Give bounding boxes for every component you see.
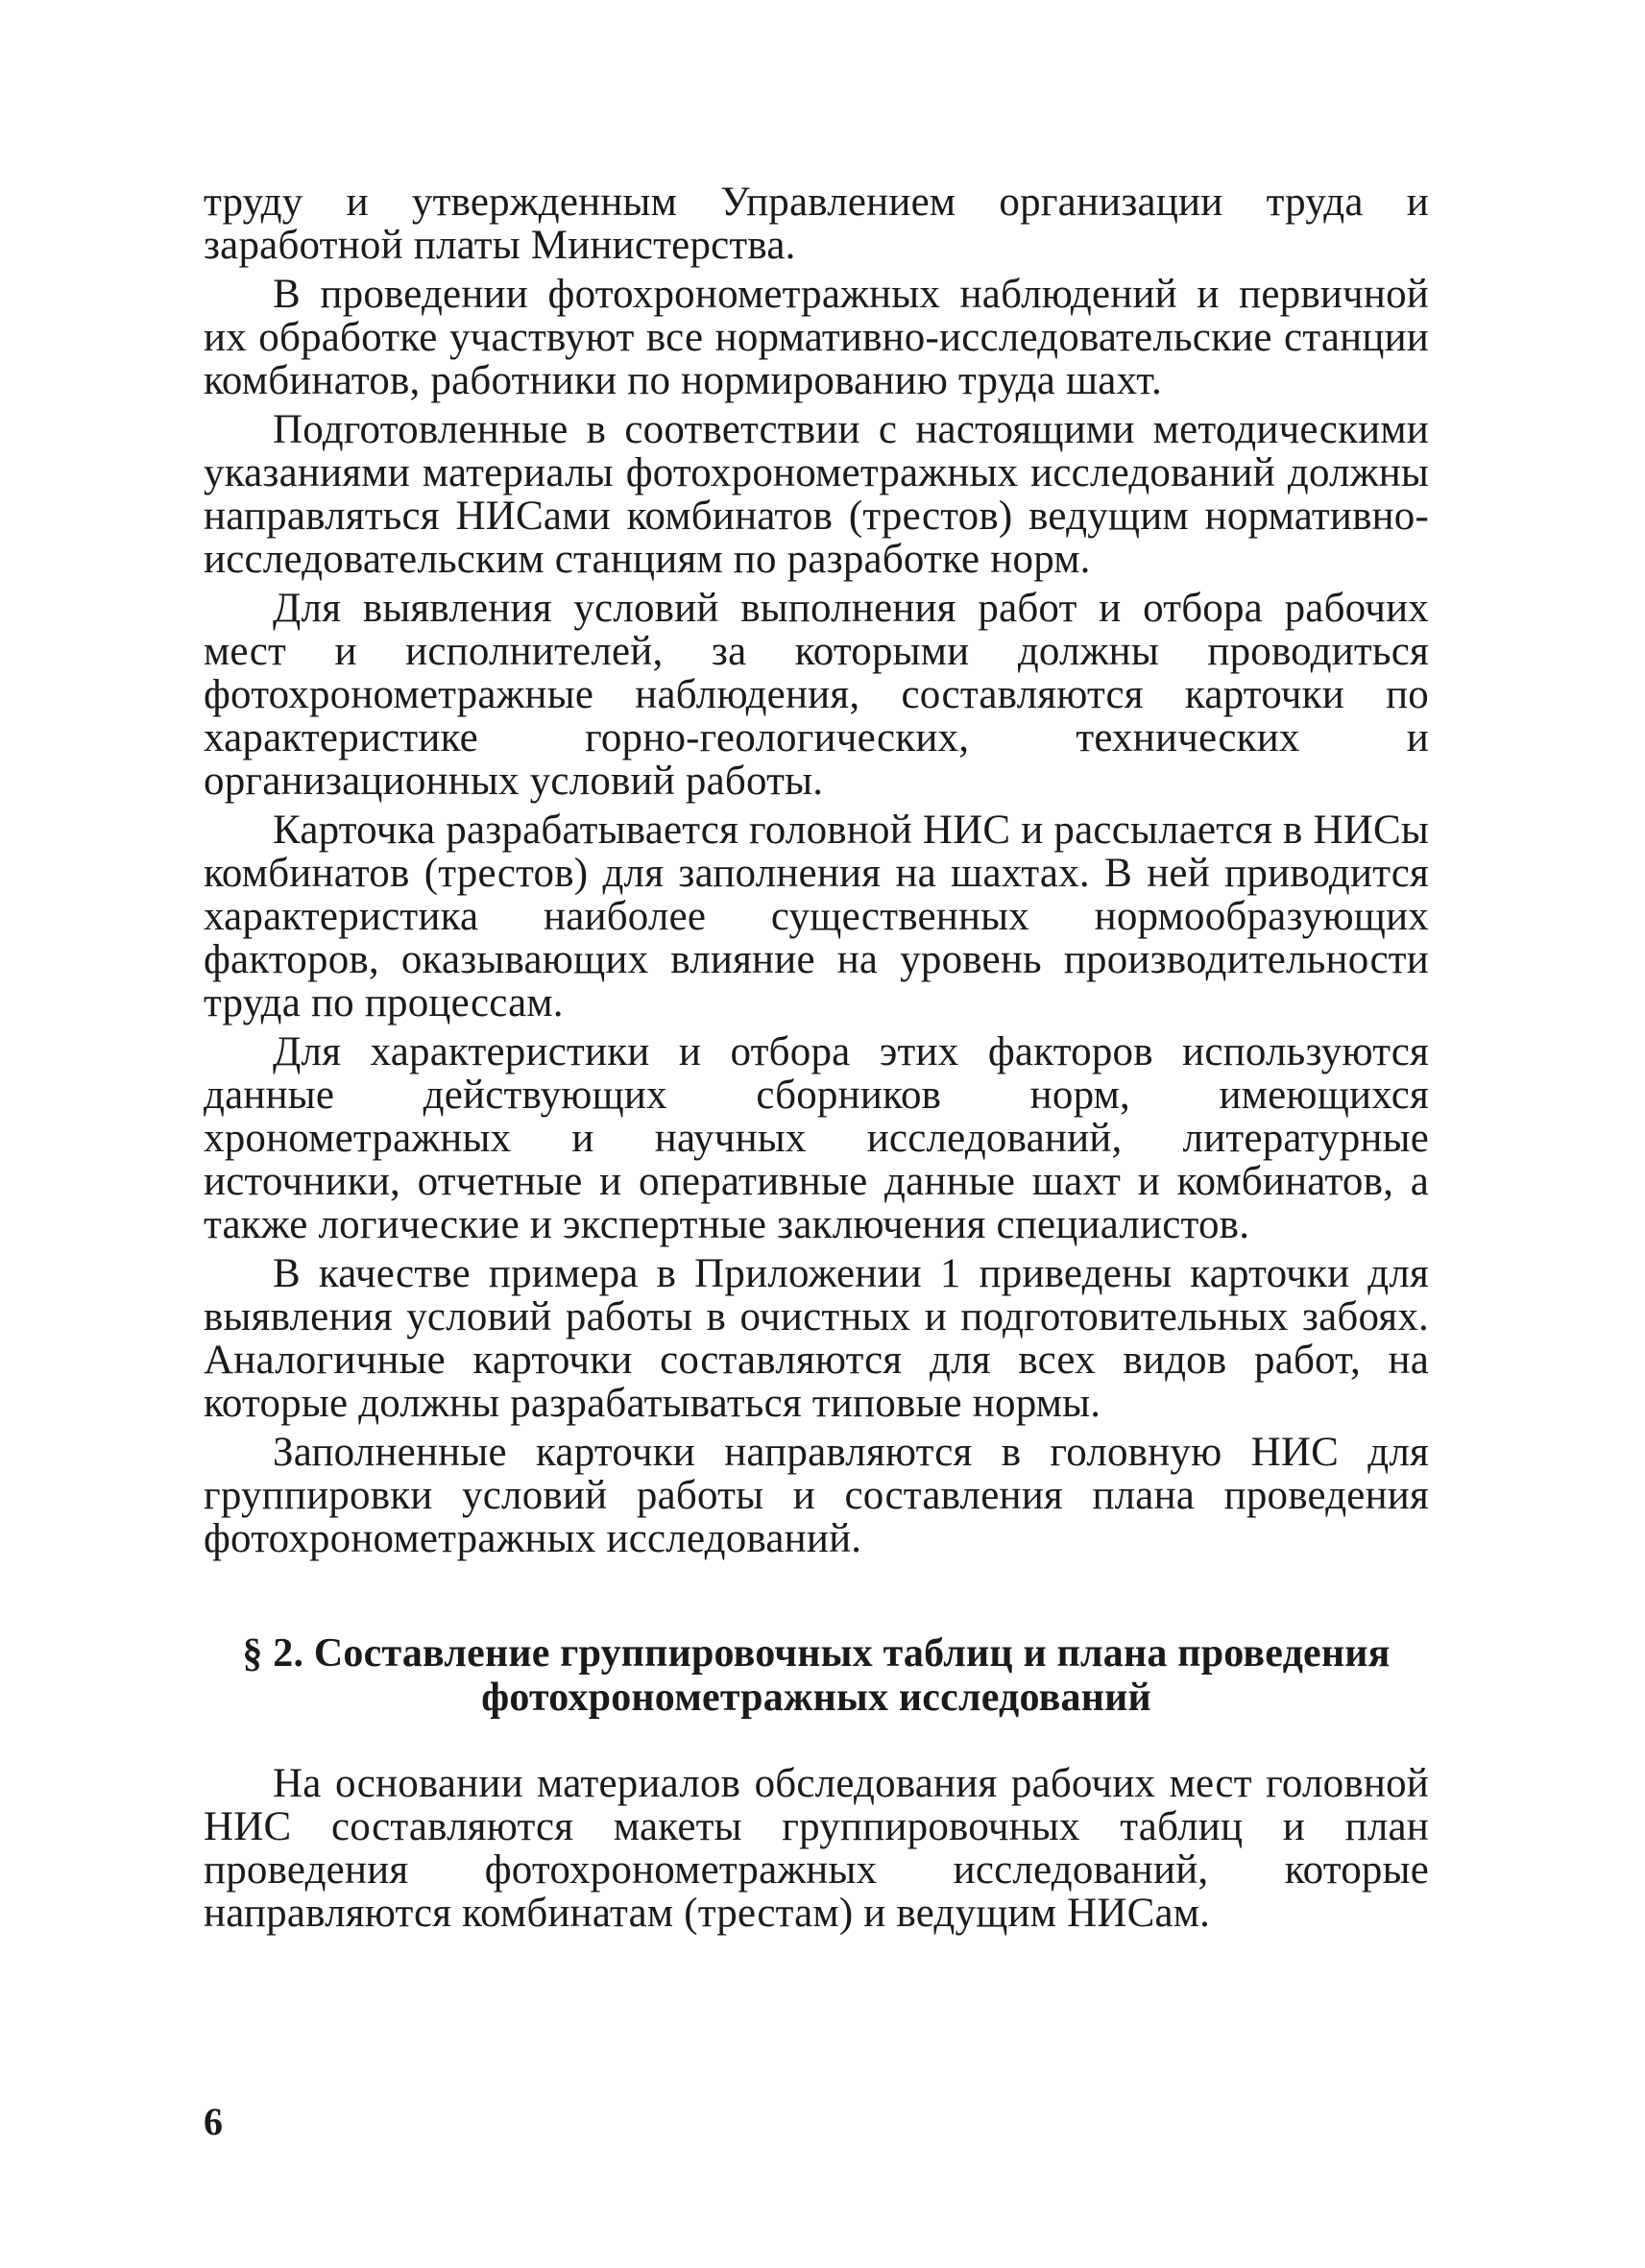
paragraph-materials: Подготовленные в соответствии с настоящими методическими указаниями материалы фотохронометражных исследований должны направляться НИСами комбинатов (трестов) ведущим нормативно-исследовательским станциям по разработке норм. bbox=[204, 407, 1429, 582]
paragraph-card-distribution: Карточка разрабатывается головной НИС и рассылается в НИСы комбинатов (трестов) для заполнения на шахтах. В ней приводится характеристика наиболее существенных нормообразующих факторов, оказывающих влияние на уровень производительности труда по процессам. bbox=[204, 808, 1429, 1025]
paragraph-section-body: На основании материалов обследования рабочих мест головной НИС составляются макеты группировочных таблиц и план проведения фотохронометражных исследований, которые направляются комбинатам (трестам) и ведущим НИСам. bbox=[204, 1761, 1429, 1936]
page-body bbox=[204, 181, 1429, 1941]
paragraph-filled-cards: Заполненные карточки направляются в головную НИС для группировки условий работы и составления плана проведения фотохронометражных исследований. bbox=[204, 1430, 1429, 1561]
paragraph-factor-sources: Для характеристики и отбора этих факторов используются данные действующих сборников норм, имеющихся хронометражных и научных исследований, литературные источники, отчетные и оперативные данные шахт и комбинатов, а также логические и экспертные заключения специалистов. bbox=[204, 1029, 1429, 1247]
paragraph-participants: В проведении фотохронометражных наблюдений и первичной их обработке участвуют все нормативно-исследовательские станции комбинатов, работники по нормированию труда шахт. bbox=[204, 272, 1429, 403]
page-number: 6 bbox=[204, 2100, 223, 2143]
section-heading: § 2. Составление группировочных таблиц и плана проведения фотохронометражных исследований bbox=[242, 1631, 1391, 1720]
paragraph-cards: Для выявления условий выполнения работ и отбора рабочих мест и исполнителей, за которыми должны проводиться фотохронометражные наблюдения, составляются карточки по характеристике горно-геологических, технических и организационных условий работы. bbox=[204, 586, 1429, 804]
paragraph-appendix-example: В качестве примера в Приложении 1 приведены карточки для выявления условий работы в очистных и подготовительных забоях. Аналогичные карточки составляются для всех видов работ, на которые должны разрабатываться типовые нормы. bbox=[204, 1251, 1429, 1426]
paragraph-continuation: труду и утвержденным Управлением организации труда и заработной платы Министерства. bbox=[204, 180, 1429, 268]
